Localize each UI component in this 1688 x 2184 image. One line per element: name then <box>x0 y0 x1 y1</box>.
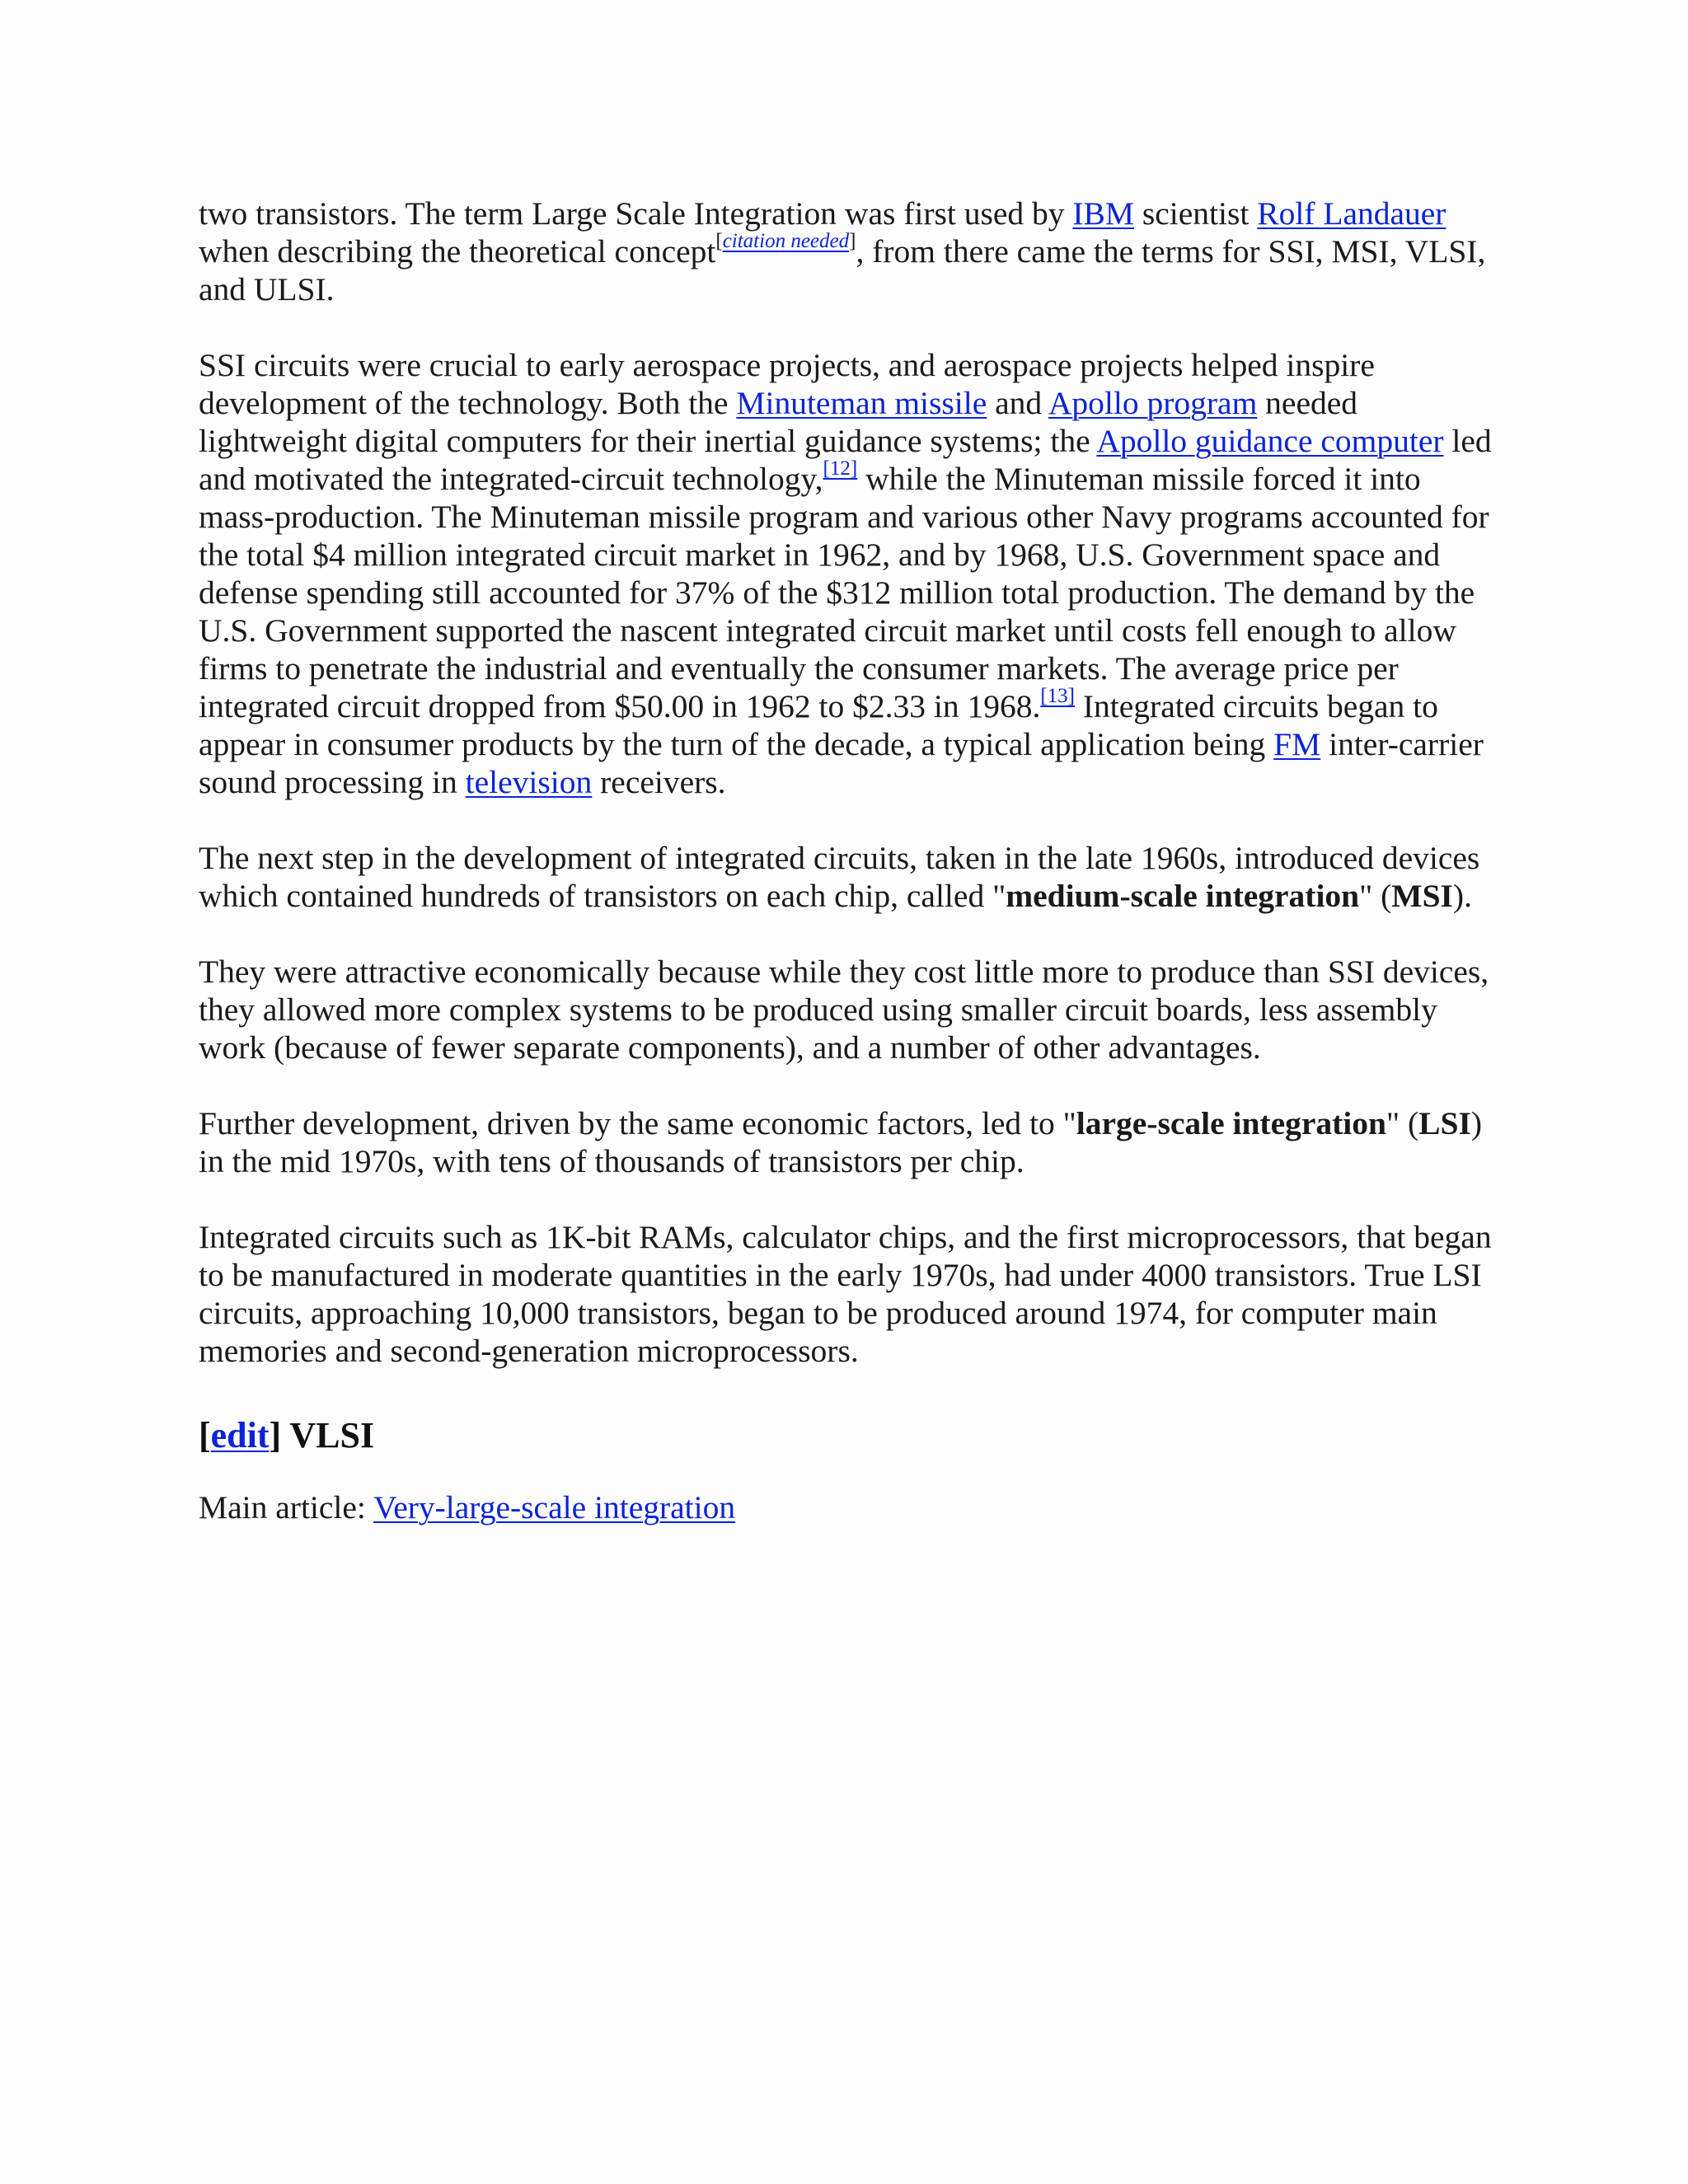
text: Integrated circuits began to appear in consumer products by the turn of the decade, a typical application being <box>199 688 1438 762</box>
text: when describing the theoretical concept <box>199 233 716 269</box>
main-article-note <box>199 1488 1501 1526</box>
text: The next step in the development of integrated circuits, taken in the late 1960s, introduced devices which contained hundreds of transistors on each chip, called " <box>199 840 1480 914</box>
text: SSI circuits were crucial to early aerospace projects, and aerospace projects helped inspire development of the technology. Both the <box>199 347 1375 421</box>
paragraph-msi <box>199 839 1501 915</box>
link-fm[interactable]: FM <box>1273 726 1321 762</box>
link-rolf-landauer[interactable]: Rolf Landauer <box>1257 195 1447 232</box>
paragraph-lsi <box>199 1104 1501 1180</box>
bold-term: MSI <box>1391 878 1453 914</box>
text: inter-carrier sound processing in <box>199 726 1484 800</box>
text: led and motivated the integrated-circuit technology, <box>199 423 1492 497</box>
text: and <box>987 385 1048 421</box>
text: Further development, driven by the same economic factors, led to " <box>199 1105 1076 1141</box>
text: needed lightweight digital computers for their inertial guidance systems; the <box>199 385 1358 459</box>
cite-bracket: [ <box>715 229 723 252</box>
text: " ( <box>1359 878 1392 914</box>
text: two transistors. The term Large Scale Integration was first used by <box>199 195 1073 232</box>
section-title: VLSI <box>281 1415 375 1455</box>
reference-13-link[interactable]: [13] <box>1040 684 1075 707</box>
citation-needed <box>715 230 856 252</box>
main-article-label: Main article: <box>199 1489 374 1526</box>
paragraph-lsi-circuits: Integrated circuits such as 1K-bit RAMs, calculator chips, and the first microprocessors, that began to be manufactured in moderate quantities in the early 1970s, had under 4000 transistors. True LSI circuits, approaching 10,000 transistors, began to be produced around 1974, for computer main memories and second-generation microprocessors. <box>199 1219 1492 1369</box>
text: , from there came the terms for SSI, MSI, VLSI, and ULSI. <box>199 233 1486 307</box>
link-television[interactable]: television <box>465 764 593 800</box>
link-very-large-scale-integration[interactable]: Very-large-scale integration <box>373 1489 736 1526</box>
text: ) in the mid 1970s, with tens of thousands of transistors per chip. <box>199 1105 1482 1179</box>
edit-bracket: ] <box>269 1415 282 1455</box>
paragraph-terms-origin <box>199 194 1501 308</box>
bold-term: medium-scale integration <box>1006 878 1360 914</box>
bold-term: large-scale integration <box>1076 1105 1386 1141</box>
link-apollo-program[interactable]: Apollo program <box>1048 385 1258 421</box>
text: while the Minuteman missile forced it into mass-production. The Minuteman missile program and various other Navy programs accounted for the total $4 million integrated circuit market in 1962, and by 1968, U.S. Government space and defense spending still accounted for 37% of the $312 million total production. The demand by the U.S. Government supported the nascent integrated circuit market until costs fell enough to allow firms to penetrate the industrial and eventually the consumer markets. The average price per integrated circuit dropped from $50.00 in 1962 to $2.33 in 1968. <box>199 461 1489 724</box>
edit-bracket: [ <box>199 1415 211 1455</box>
edit-link[interactable]: edit <box>210 1415 270 1455</box>
article-body <box>199 194 1501 1564</box>
text: ). <box>1452 878 1472 914</box>
paragraph-economics: They were attractive economically because while they cost little more to produce than SSI devices, they allowed more complex systems to be produced using smaller circuit boards, less assembly work (because of fewer separate components), and a number of other advantages. <box>199 954 1489 1066</box>
paragraph-aerospace <box>199 346 1501 801</box>
text: scientist <box>1134 195 1258 232</box>
link-ibm[interactable]: IBM <box>1072 195 1135 232</box>
section-heading-vlsi <box>199 1408 1501 1457</box>
link-minuteman-missile[interactable]: Minuteman missile <box>736 385 987 421</box>
text: receivers. <box>592 764 726 800</box>
citation-needed-link[interactable]: citation needed <box>722 229 850 252</box>
link-apollo-guidance-computer[interactable]: Apollo guidance computer <box>1096 423 1444 459</box>
cite-bracket: ] <box>849 229 856 252</box>
reference-12-link[interactable]: [12] <box>823 457 858 480</box>
text: " ( <box>1386 1105 1419 1141</box>
bold-term: LSI <box>1418 1105 1471 1141</box>
